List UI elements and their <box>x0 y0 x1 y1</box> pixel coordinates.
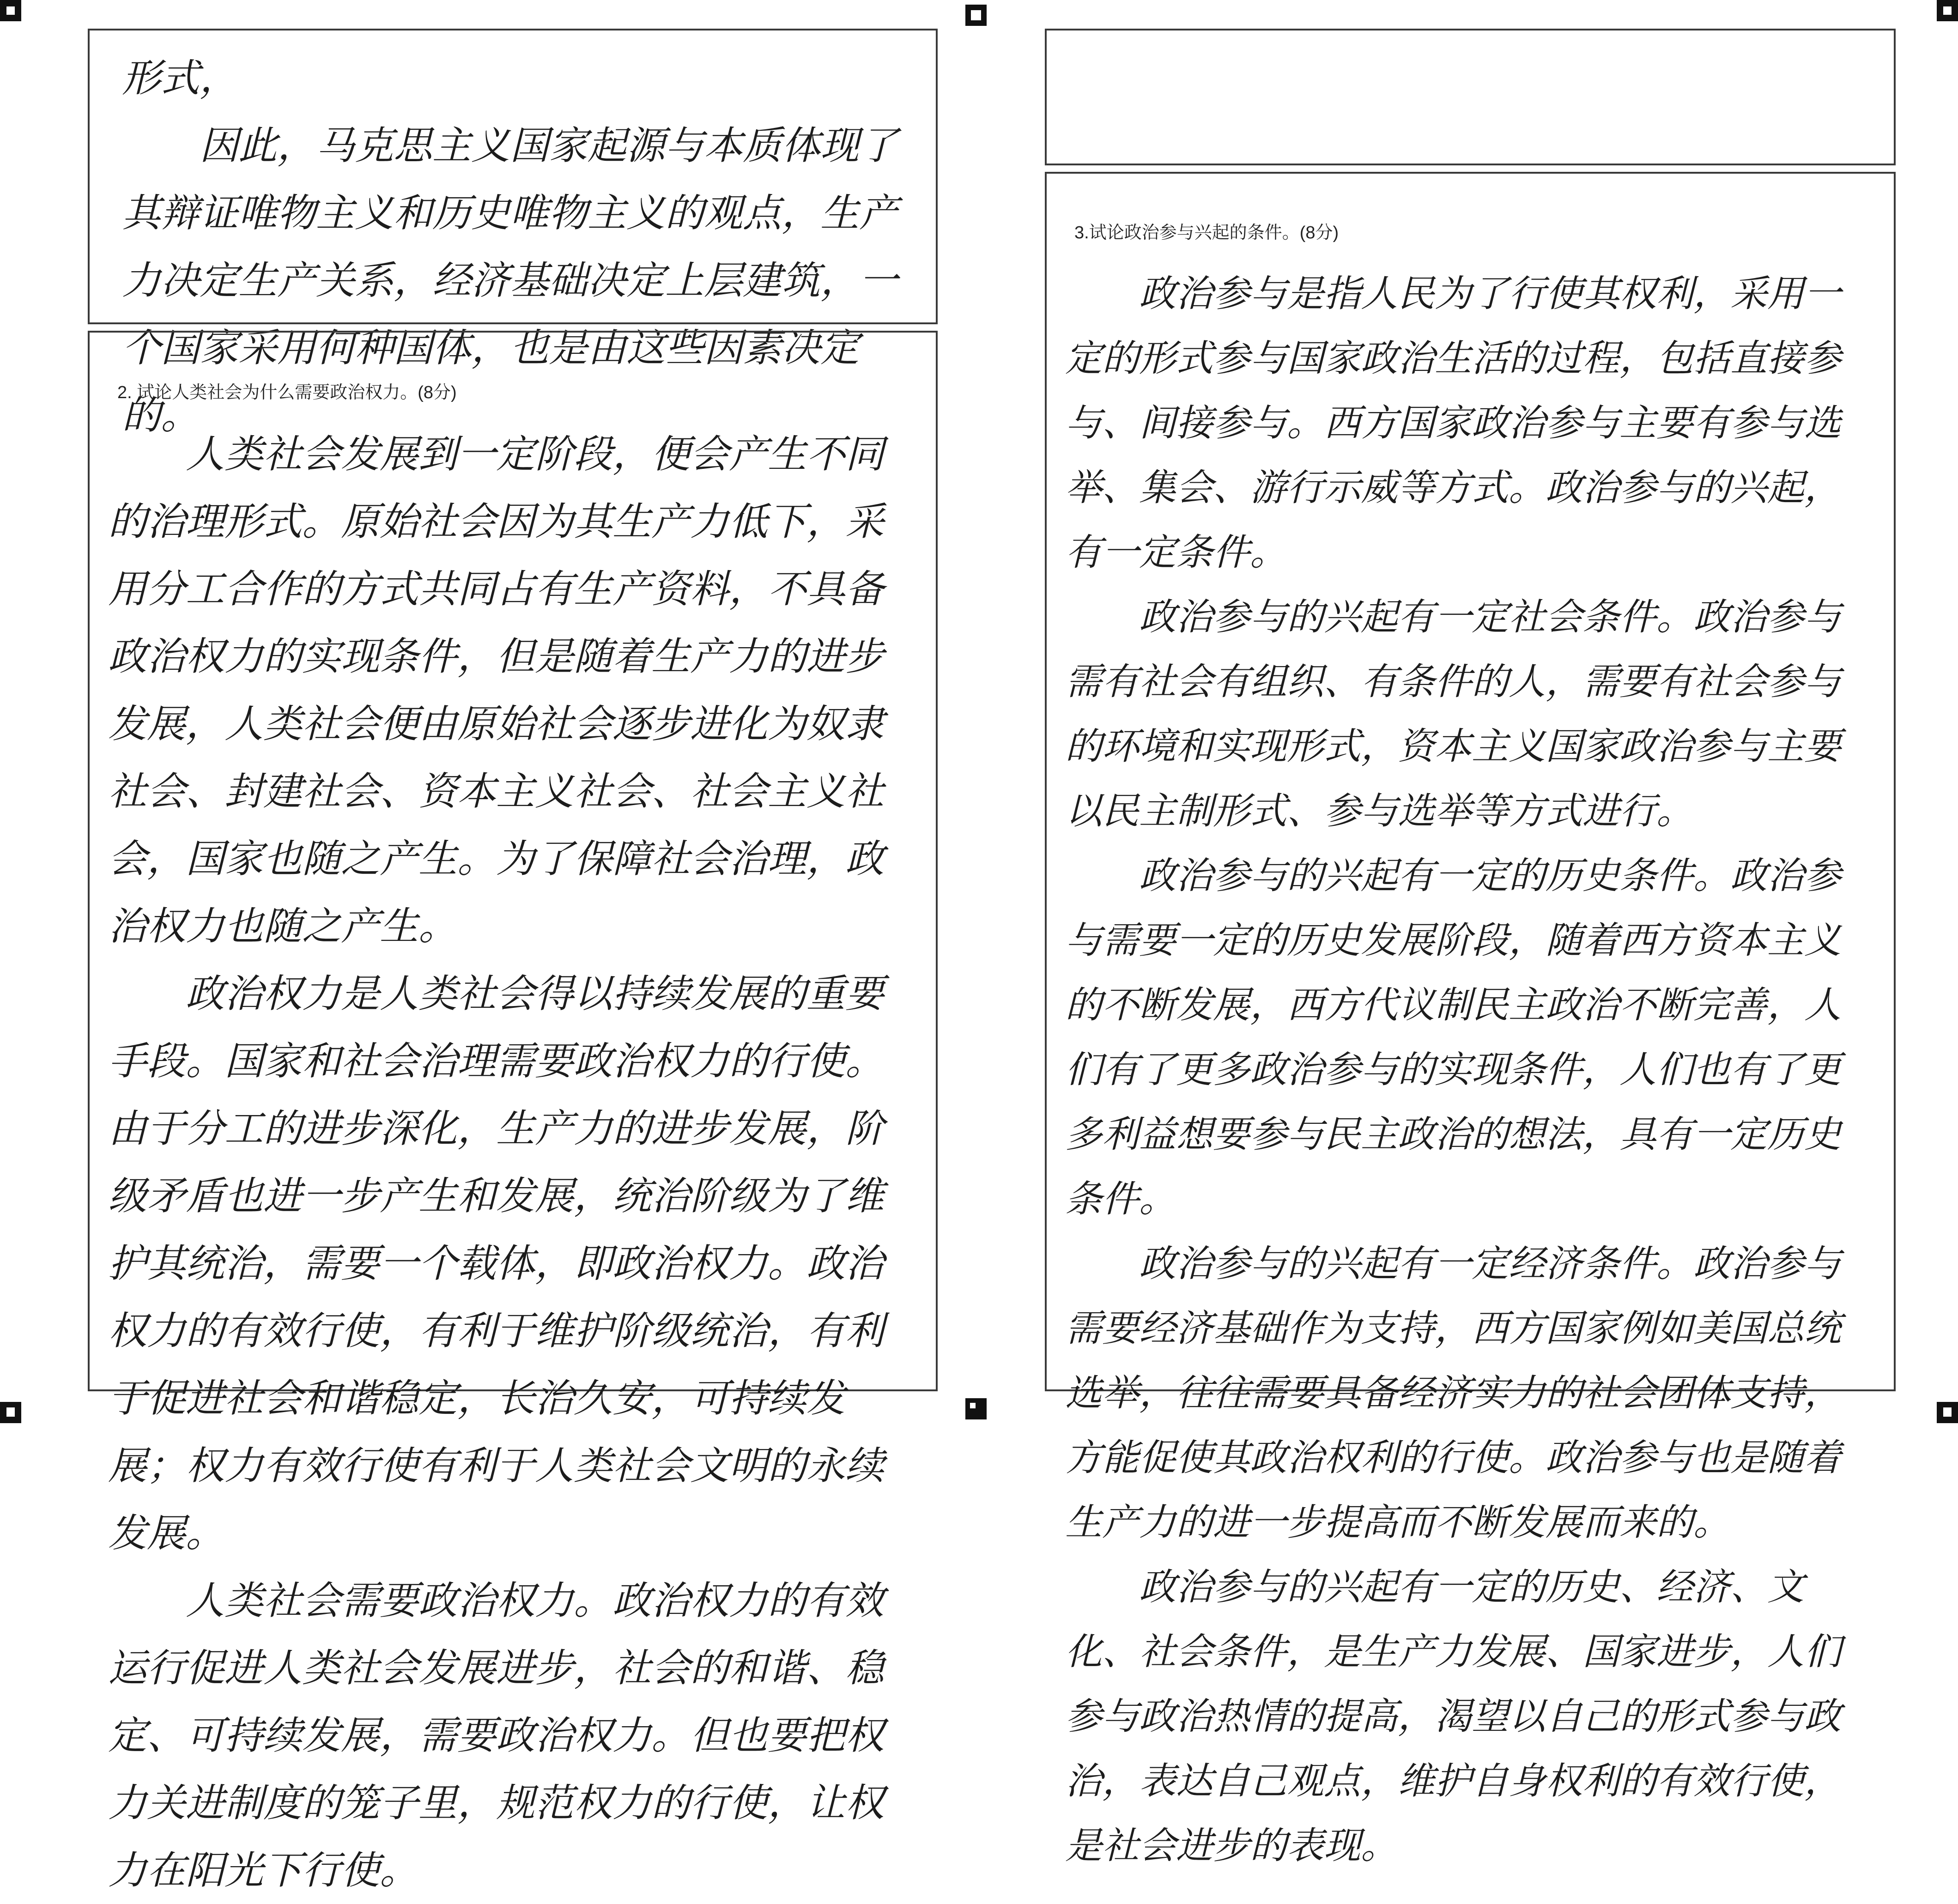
registration-marker-bottom-left <box>0 1402 21 1423</box>
question-3-paragraph-4: 政治参与的兴起有一定经济条件。政治参与需要经济基础作为支持，西方国家例如美国总统选举，往往需要具备经济实力的社会团体支持，方能促使其政治权利的行使。政治参与也是随着生产力的进一步提高而不断发展而来的。 <box>1065 1242 1841 1544</box>
registration-marker-top-left <box>0 0 21 21</box>
question-3-label: 3.试论政治参与兴起的条件。(8分) <box>1074 223 1339 243</box>
question-2-handwriting <box>108 420 903 1904</box>
continuation-paragraph: 因此，马克思主义国家起源与本质体现了其辩证唯物主义和历史唯物主义的观点，生产力决定生产关系，经济基础决定上层建筑，一个国家采用何种国体，也是由这些因素决定的。 <box>122 123 898 438</box>
blank-answer-box <box>1045 29 1896 165</box>
question-3-handwriting <box>1065 261 1869 1878</box>
registration-marker-top-center <box>965 5 987 26</box>
answer-box-question-2 <box>88 331 938 1893</box>
question-3-paragraph-2: 政治参与的兴起有一定社会条件。政治参与需有社会有组织、有条件的人，需要有社会参与的环境和实现形式，资本主义国家政治参与主要以民主制形式、参与选举等方式进行。 <box>1065 595 1841 832</box>
continuation-line: 形式， <box>122 55 239 101</box>
registration-marker-bottom-right <box>1937 1402 1958 1423</box>
question-3-paragraph-3: 政治参与的兴起有一定的历史条件。政治参与需要一定的历史发展阶段，随着西方资本主义的不断发展，西方代议制民主政治不断完善，人们有了更多政治参与的实现条件，人们也有了更多利益想要参与民主政治的想法，具有一定历史条件。 <box>1065 854 1841 1220</box>
question-2-paragraph-1: 人类社会发展到一定阶段，便会产生不同的治理形式。原始社会因为其生产力低下，采用分工合作的方式共同占有生产资料，不具备政治权力的实现条件，但是随着生产力的进步发展，人类社会便由原始社会逐步进化为奴隶社会、封建社会、资本主义社会、社会主义社会，国家也随之产生。为了保障社会治理，政治权力也随之产生。 <box>108 431 885 949</box>
registration-marker-bottom-center <box>965 1398 987 1419</box>
question-2-paragraph-2: 政治权力是人类社会得以持续发展的重要手段。国家和社会治理需要政治权力的行使。由于分工的进步深化，生产力的进步发展，阶级矛盾也进一步产生和发展，统治阶级为了维护其统治，需要一个载体，即政治权力。政治权力的有效行使，有利于维护阶级统治，有利于促进社会和谐稳定，长治久安，可持续发展；权力有效行使有利于人类社会文明的永续发展。 <box>108 971 885 1556</box>
question-2-paragraph-3: 人类社会需要政治权力。政治权力的有效运行促进人类社会发展进步，社会的和谐、稳定、可持续发展，需要政治权力。但也要把权力关进制度的笼子里，规范权力的行使，让权力在阳光下行使。 <box>108 1578 885 1893</box>
question-3-paragraph-5: 政治参与的兴起有一定的历史、经济、文化、社会条件，是生产力发展、国家进步，人们参与政治热情的提高，渴望以自己的形式参与政治，表达自己观点，维护自身权利的有效行使，是社会进步的表现。 <box>1065 1565 1841 1867</box>
question-2-label: 2. 试论人类社会为什么需要政治权力。(8分) <box>117 383 457 402</box>
question-3-paragraph-1: 政治参与是指人民为了行使其权利，采用一定的形式参与国家政治生活的过程，包括直接参与、间接参与。西方国家政治参与主要有参与选举、集会、游行示威等方式。政治参与的兴起，有一定条件。 <box>1065 272 1841 574</box>
registration-marker-top-right <box>1937 0 1958 21</box>
answer-box-question-3 <box>1045 172 1896 1867</box>
